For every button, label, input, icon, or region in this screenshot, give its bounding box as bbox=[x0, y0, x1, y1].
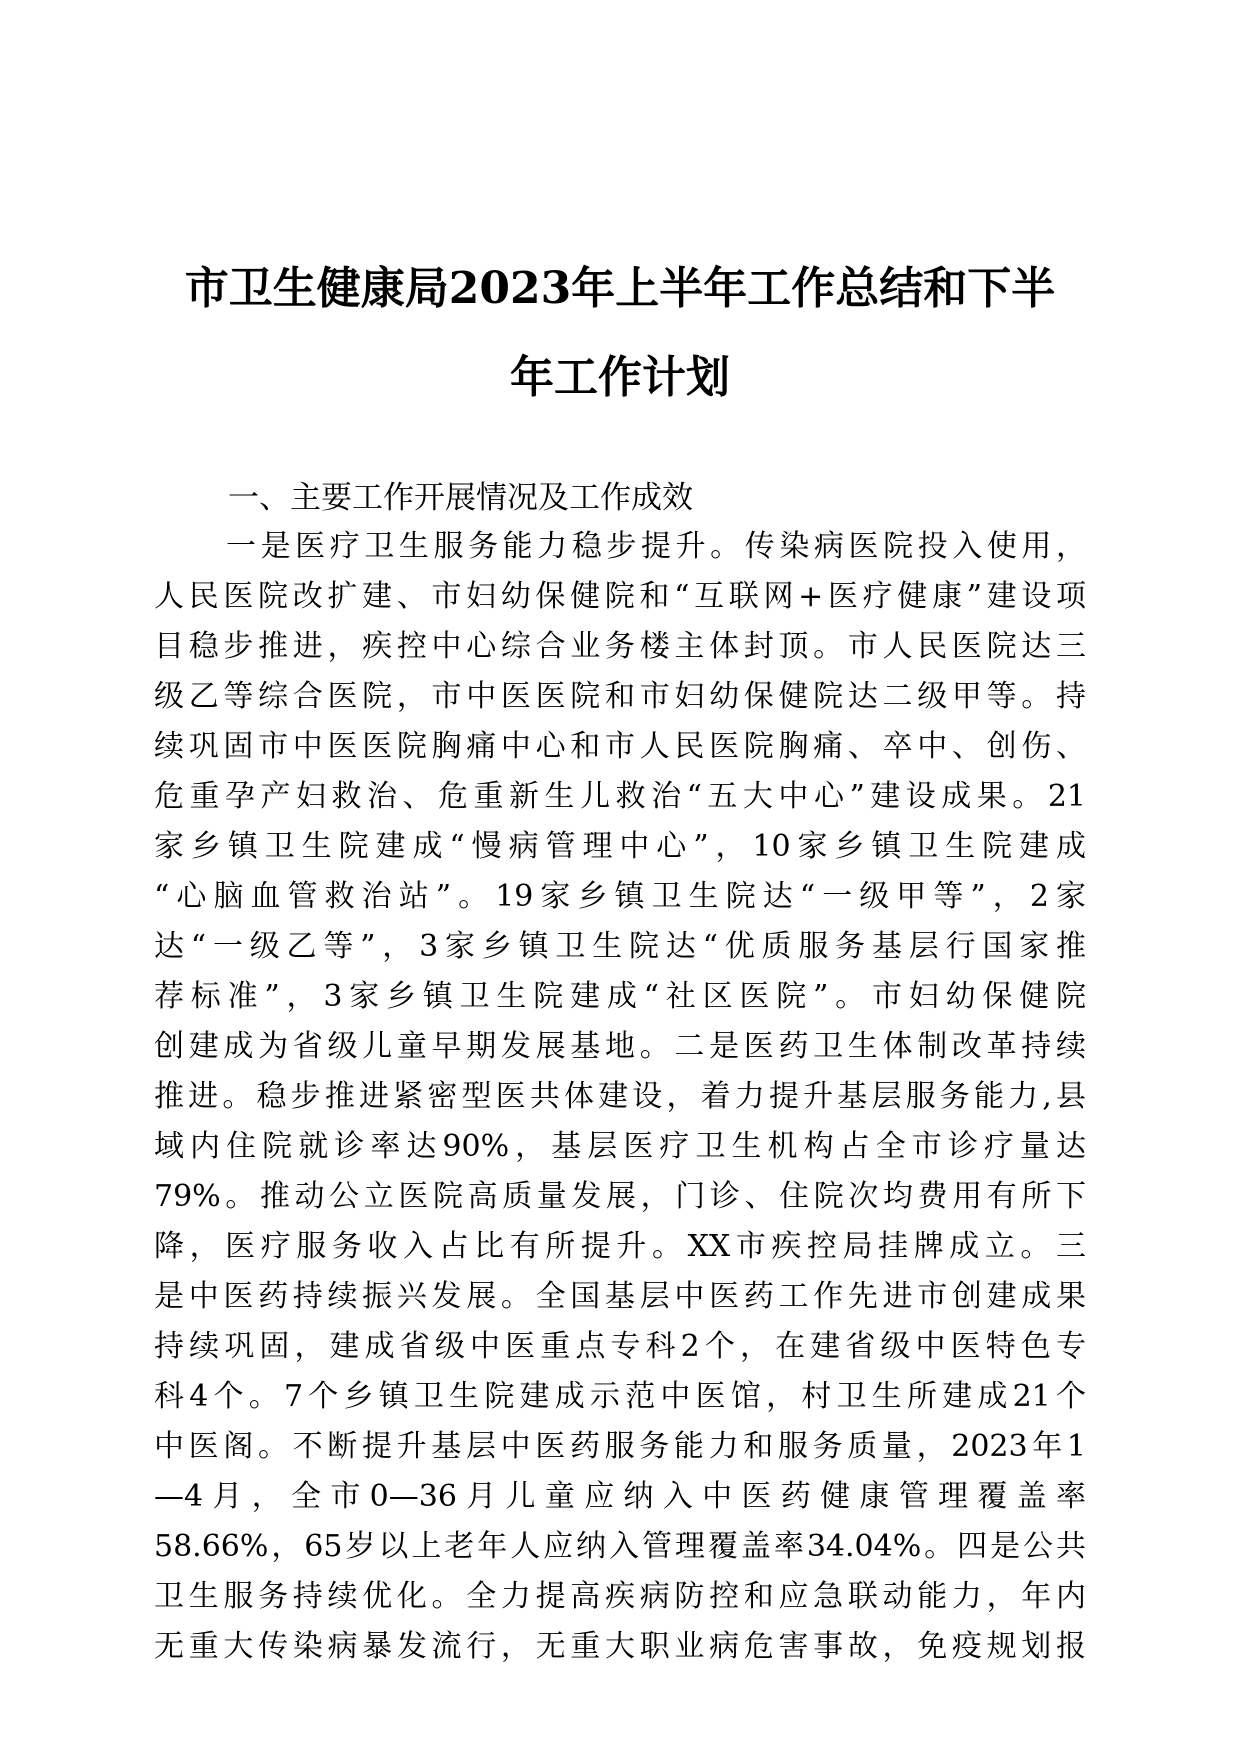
document-title-line-2: 年工作计划 bbox=[510, 352, 730, 403]
body-line: 推进。稳步推进紧密型医共体建设，着力提升基层服务能力,县 bbox=[154, 1079, 1086, 1114]
body-line: 续巩固市中医医院胸痛中心和市人民医院胸痛、卒中、创伤、 bbox=[154, 729, 1086, 764]
body-line: 域内住院就诊率达90%，基层医疗卫生机构占全市诊疗量达 bbox=[154, 1129, 1086, 1164]
body-line: 58.66%，65岁以上老年人应纳入管理覆盖率34.04%。四是公共 bbox=[154, 1529, 1086, 1564]
body-line: 人民医院改扩建、市妇幼保健院和“互联网+医疗健康”建设项 bbox=[154, 579, 1086, 614]
body-line: 中医阁。不断提升基层中医药服务能力和服务质量，2023年1 bbox=[154, 1429, 1086, 1464]
body-line: 家乡镇卫生院建成“慢病管理中心”，10家乡镇卫生院建成 bbox=[154, 829, 1086, 864]
body-line: 降，医疗服务收入占比有所提升。XX市疾控局挂牌成立。三 bbox=[154, 1229, 1086, 1264]
body-line: —4月，全市0—36月儿童应纳入中医药健康管理覆盖率 bbox=[154, 1479, 1086, 1514]
body-line: 一是医疗卫生服务能力稳步提升。传染病医院投入使用， bbox=[226, 529, 1086, 564]
body-line: 达“一级乙等”，3家乡镇卫生院达“优质服务基层行国家推 bbox=[154, 929, 1086, 964]
body-line: 创建成为省级儿童早期发展基地。二是医药卫生体制改革持续 bbox=[154, 1029, 1086, 1064]
body-line: 荐标准”，3家乡镇卫生院建成“社区医院”。市妇幼保健院 bbox=[154, 979, 1086, 1014]
body-line: 是中医药持续振兴发展。全国基层中医药工作先进市创建成果 bbox=[154, 1279, 1086, 1314]
document-title-line-1: 市卫生健康局2023年上半年工作总结和下半 bbox=[184, 263, 1056, 314]
body-line: 科4个。7个乡镇卫生院建成示范中医馆，村卫生所建成21个 bbox=[154, 1379, 1086, 1414]
body-line: 卫生服务持续优化。全力提高疾病防控和应急联动能力，年内 bbox=[154, 1579, 1086, 1614]
body-line: 持续巩固，建成省级中医重点专科2个，在建省级中医特色专 bbox=[154, 1329, 1086, 1364]
body-line: 无重大传染病暴发流行，无重大职业病危害事故，免疫规划报 bbox=[154, 1629, 1086, 1664]
body-line: 级乙等综合医院，市中医医院和市妇幼保健院达二级甲等。持 bbox=[154, 679, 1086, 714]
body-line: 79%。推动公立医院高质量发展，门诊、住院次均费用有所下 bbox=[154, 1179, 1086, 1214]
section-heading: 一、主要工作开展情况及工作成效 bbox=[228, 480, 693, 516]
body-line: 危重孕产妇救治、危重新生儿救治“五大中心”建设成果。21 bbox=[154, 779, 1086, 814]
body-paragraph bbox=[154, 522, 1086, 1672]
body-line: 目稳步推进，疾控中心综合业务楼主体封顶。市人民医院达三 bbox=[154, 629, 1086, 664]
body-line: “心脑血管救治站”。19家乡镇卫生院达“一级甲等”，2家 bbox=[154, 879, 1086, 914]
